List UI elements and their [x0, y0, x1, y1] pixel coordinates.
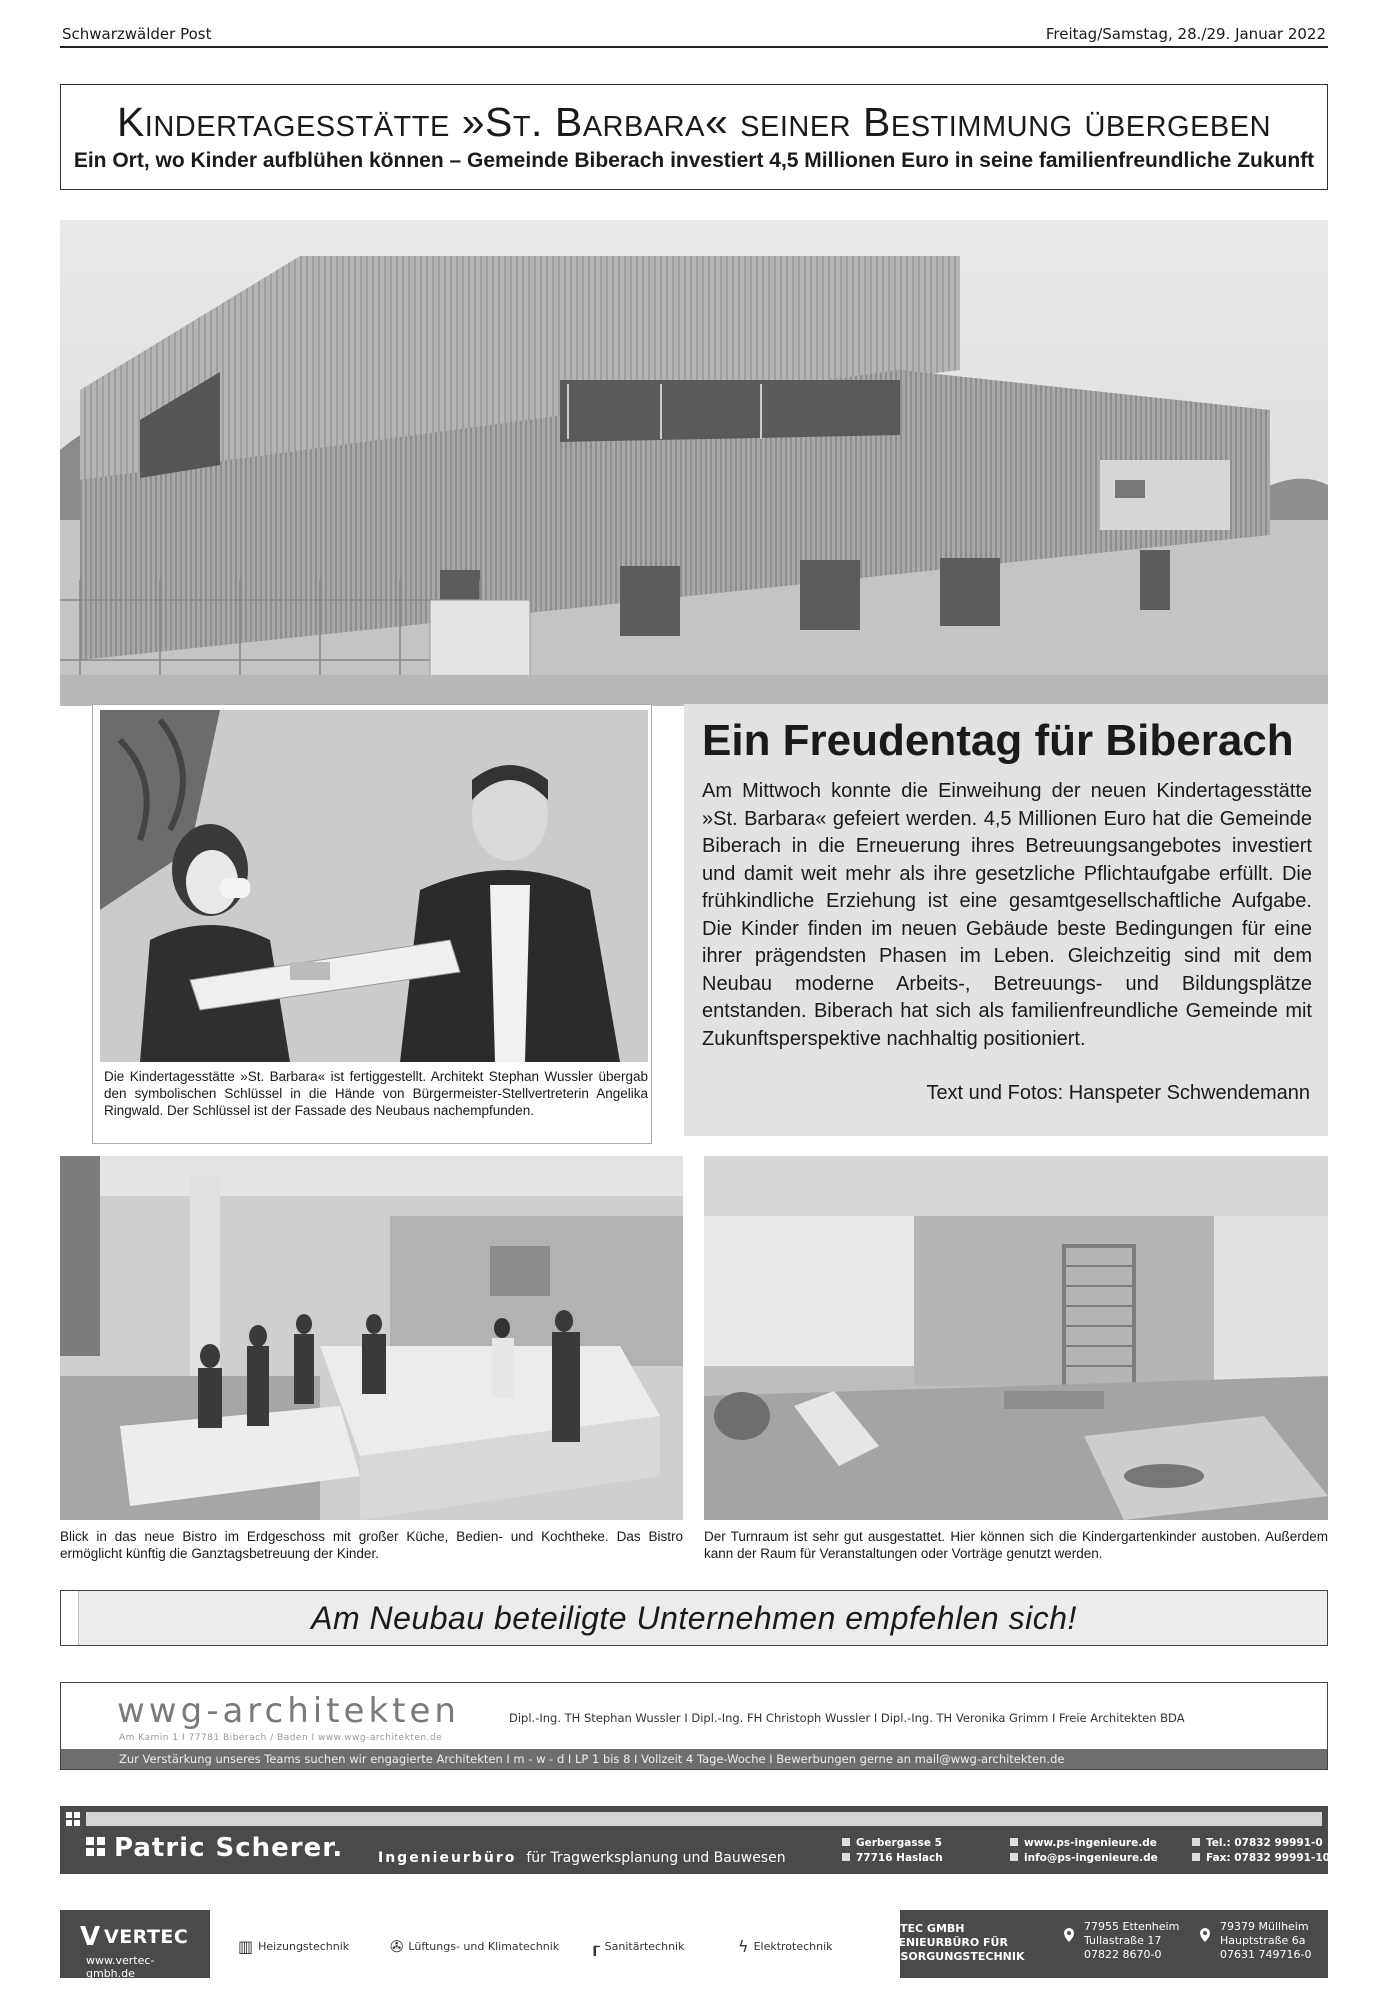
- vertec-firm: VERTEC GMBH INGENIEURBÜRO FÜR VERSORGUNGSTECHNIK: [876, 1922, 1025, 1963]
- masthead: [60, 24, 1328, 48]
- scherer-web: www.ps-ingenieure.de info@ps-ingenieure.de: [1010, 1836, 1158, 1866]
- page-title: Kindertagesstätte »St. Barbara« seiner Bestimmung übergeben: [116, 99, 1272, 145]
- corner-squares-icon: [66, 1812, 80, 1826]
- wwg-job-bar: Zur Verstärkung unseres Teams suchen wir engagierte Architekten I m - w - d I LP 1 bis 8 I Vollzeit 4 Tage-Woche I Bewerbungen gerne an mail@wwg-architekten.de: [61, 1749, 1327, 1769]
- paper-name: Schwarzwälder Post: [62, 25, 212, 43]
- sponsors-banner: [60, 1590, 1328, 1646]
- scherer-top-bar: [86, 1812, 1322, 1826]
- vertec-url[interactable]: www.vertec-gmbh.de: [86, 1954, 155, 1980]
- page-subtitle: Ein Ort, wo Kinder aufblühen können – Gemeinde Biberach investiert 4,5 Millionen Euro in seine familienfreundliche Zukunft: [73, 149, 1315, 172]
- headline-box: [60, 84, 1328, 190]
- wwg-partners: Dipl.-Ing. TH Stephan Wussler I Dipl.-Ing. FH Christoph Wussler I Dipl.-Ing. TH Veronika Grimm I Freie Architekten BDA: [509, 1711, 1185, 1725]
- vertec-logo: V VERTEC www.vertec-gmbh.de: [70, 1918, 200, 1970]
- service-electrical: ϟ Elektrotechnik: [738, 1937, 833, 1956]
- fan-icon: ✇: [390, 1937, 404, 1956]
- location-pin-icon: [1064, 1928, 1074, 1942]
- radiator-icon: ▥: [238, 1937, 254, 1956]
- vertec-v-icon: V: [80, 1922, 101, 1952]
- vertec-services: [210, 1910, 900, 1978]
- issue-date: Freitag/Samstag, 28./29. Januar 2022: [1045, 25, 1326, 43]
- photo-credit: Text und Fotos: Hanspeter Schwendemann: [926, 1082, 1310, 1104]
- faucet-icon: ┎: [590, 1937, 600, 1956]
- vertec-location-ettenheim: 77955 Ettenheim Tullastraße 17 07822 8670-0: [1084, 1920, 1180, 1961]
- ad-vertec: [60, 1910, 1328, 1978]
- location-pin-icon: [1200, 1928, 1210, 1942]
- gym-caption: Der Turnraum ist sehr gut ausgestattet. Hier können sich die Kindergartenkinder austoben. Außerdem kann der Raum für Veranstaltungen oder Vorträge genutzt werden.: [704, 1529, 1328, 1561]
- service-sanitary: ┎ Sanitärtechnik: [590, 1937, 685, 1956]
- ad-wwg-architekten: [60, 1682, 1328, 1770]
- key-handover-photo: [100, 710, 648, 1062]
- scherer-address: Gerbergasse 5 77716 Haslach: [842, 1836, 943, 1866]
- story-body: Am Mittwoch konnte die Einweihung der neuen Kindertagesstätte »St. Barbara« gefeiert werden. 4,5 Millionen Euro hat die Gemeinde Biberach in die Erneuerung ihres Betreuungsangebotes investiert und damit weit mehr als ihre gesetzliche Pflichtaufgabe erfüllt. Die frühkindliche Erziehung ist eine gesamtgesellschaftliche Aufgabe. Die Kinder finden im neuen Gebäude beste Bedingungen für eine ihrer prägendsten Phasen im Leben. Gleichzeitig sind mit dem Neubau moderne Arbeits-, Betreuungs- und Bildungsplätze entstanden. Biberach hat sich als familienfreundliche Gemeinde mit Zukunftsperspektive nachhaltig positioniert.: [702, 780, 1312, 1050]
- scherer-brand: Patric Scherer.: [86, 1833, 343, 1863]
- bistro-caption: Blick in das neue Bistro im Erdgeschoss mit großer Küche, Bedien- und Kochtheke. Das Bistro ermöglicht künftig die Ganztagsbetreuung der Kinder.: [60, 1529, 683, 1561]
- squares-logo-icon: [86, 1837, 106, 1857]
- wwg-address: Am Kamin 1 I 77781 Biberach / Baden I www.wwg-architekten.de: [119, 1733, 443, 1743]
- inset-caption: Die Kindertagesstätte »St. Barbara« ist fertiggestellt. Architekt Stephan Wussler übergab den symbolischen Schlüssel in die Hände von Bürgermeister-Stellvertreterin Angelika Ringwald. Der Schlüssel ist der Fassade des Neubaus nachempfunden.: [104, 1069, 648, 1118]
- scherer-phone: Tel.: 07832 99991-0 Fax: 07832 99991-10: [1192, 1836, 1330, 1866]
- vertec-location-muellheim: 79379 Müllheim Hauptstraße 6a 07631 749716-0: [1220, 1920, 1312, 1961]
- ad-patric-scherer: [60, 1806, 1328, 1874]
- gym-photo: [704, 1156, 1328, 1520]
- story-title: Ein Freudentag für Biberach: [702, 716, 1294, 765]
- service-heating: ▥ Heizungstechnik: [238, 1937, 350, 1956]
- lightning-icon: ϟ: [738, 1937, 749, 1956]
- building-photo: [60, 220, 1328, 706]
- scherer-tagline: Ingenieurbüro für Tragwerksplanung und Bauwesen: [378, 1850, 786, 1866]
- bistro-photo: [60, 1156, 683, 1520]
- service-ventilation: ✇ Lüftungs- und Klimatechnik: [390, 1937, 560, 1956]
- story-box: [684, 704, 1328, 1136]
- wwg-logo: wwg-architekten: [117, 1691, 460, 1731]
- banner-text: Am Neubau beteiligte Unternehmen empfehlen sich!: [311, 1600, 1077, 1636]
